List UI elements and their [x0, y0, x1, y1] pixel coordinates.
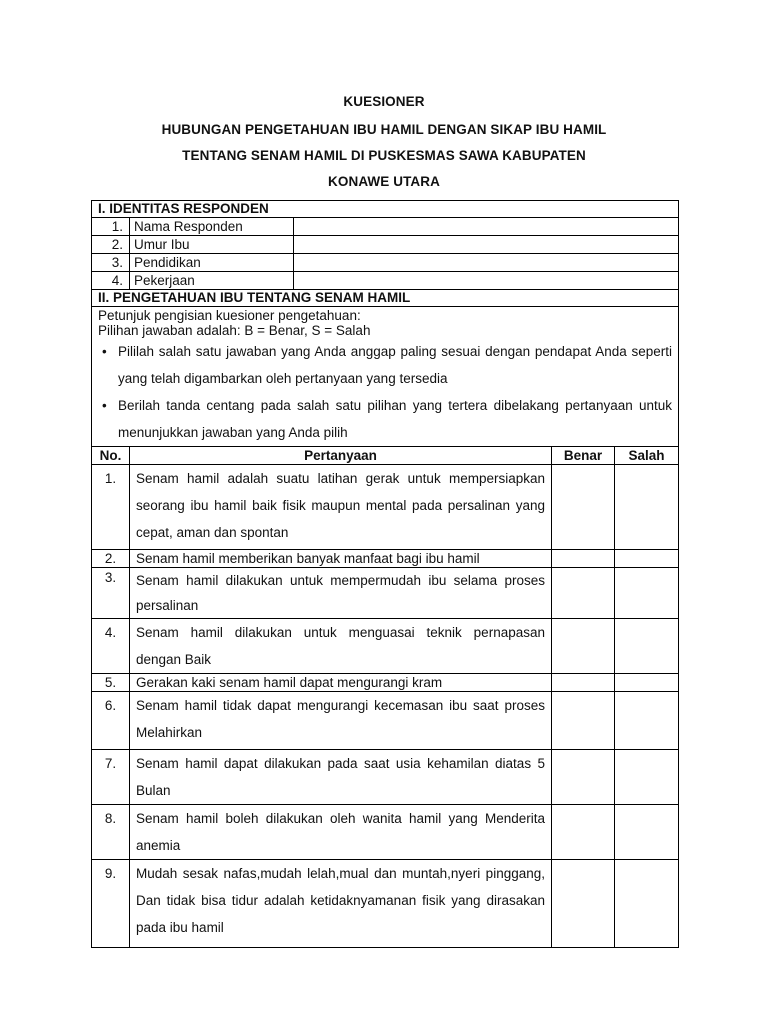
table-header-row	[92, 447, 679, 465]
question-text: Senam hamil dilakukan untuk menguasai teknik pernapasan dengan Baik	[130, 619, 552, 674]
answer-salah-cell[interactable]	[615, 619, 679, 674]
question-number: 2.	[92, 550, 130, 568]
question-number: 1.	[92, 465, 130, 550]
section1-heading-row	[92, 201, 679, 218]
doc-subtitle-line3: KONAWE UTARA	[328, 174, 440, 189]
answer-salah-cell[interactable]	[615, 805, 679, 860]
question-row	[92, 805, 679, 860]
identity-label: Nama Responden	[130, 218, 294, 236]
question-number: 8.	[92, 805, 130, 860]
answer-benar-cell[interactable]	[552, 550, 615, 568]
identity-row	[92, 236, 679, 254]
answer-salah-cell[interactable]	[615, 550, 679, 568]
answer-salah-cell[interactable]	[615, 568, 679, 619]
question-text: Mudah sesak nafas,mudah lelah,mual dan muntah,nyeri pinggang, Dan tidak bisa tidur adalah ketidaknyamanan fisik yang dirasakan pada ibu hamil	[130, 860, 552, 948]
identity-number: 1.	[92, 218, 130, 236]
identity-row	[92, 218, 679, 236]
doc-subtitle-line2: TENTANG SENAM HAMIL DI PUSKESMAS SAWA KABUPATEN	[182, 148, 586, 163]
identity-answer-field[interactable]	[294, 218, 679, 236]
header-no: No.	[92, 447, 130, 465]
answer-benar-cell[interactable]	[552, 860, 615, 948]
question-number: 3.	[92, 568, 130, 619]
section1-heading: I. IDENTITAS RESPONDEN	[92, 201, 679, 218]
question-number: 9.	[92, 860, 130, 948]
question-text: Senam hamil boleh dilakukan oleh wanita hamil yang Menderita anemia	[130, 805, 552, 860]
section2-heading-row	[92, 290, 679, 307]
header-question: Pertanyaan	[130, 447, 552, 465]
questionnaire-table	[91, 200, 679, 948]
question-number: 7.	[92, 750, 130, 805]
header-salah: Salah	[615, 447, 679, 465]
question-row	[92, 692, 679, 750]
identity-answer-field[interactable]	[294, 254, 679, 272]
identity-label: Umur Ibu	[130, 236, 294, 254]
identity-label: Pendidikan	[130, 254, 294, 272]
identity-row	[92, 272, 679, 290]
answer-salah-cell[interactable]	[615, 860, 679, 948]
answer-salah-cell[interactable]	[615, 750, 679, 805]
identity-label: Pekerjaan	[130, 272, 294, 290]
question-number: 5.	[92, 674, 130, 692]
section2-heading: II. PENGETAHUAN IBU TENTANG SENAM HAMIL	[92, 290, 679, 307]
question-text: Senam hamil dilakukan untuk mempermudah ibu selama proses persalinan	[130, 568, 552, 619]
answer-benar-cell[interactable]	[552, 619, 615, 674]
question-row	[92, 550, 679, 568]
doc-subtitle-line1: HUBUNGAN PENGETAHUAN IBU HAMIL DENGAN SIKAP IBU HAMIL	[161, 122, 607, 137]
question-row	[92, 619, 679, 674]
instruction-bullet: • Berilah tanda centang pada salah satu pilihan yang tertera dibelakang pertanyaan untuk menunjukkan jawaban yang Anda pilih	[98, 392, 672, 446]
answer-benar-cell[interactable]	[552, 568, 615, 619]
answer-benar-cell[interactable]	[552, 674, 615, 692]
question-text: Senam hamil tidak dapat mengurangi kecemasan ibu saat proses Melahirkan	[130, 692, 552, 750]
instructions-row	[92, 307, 679, 447]
question-text: Senam hamil adalah suatu latihan gerak untuk mempersiapkan seorang ibu hamil baik fisik maupun mental pada persalinan yang cepat, aman dan spontan	[130, 465, 552, 550]
instruction-bullet: • Pililah salah satu jawaban yang Anda anggap paling sesuai dengan pendapat Anda seperti yang telah digambarkan oleh pertanyaan yang tersedia	[98, 338, 672, 392]
question-row	[92, 568, 679, 619]
identity-number: 4.	[92, 272, 130, 290]
question-row	[92, 750, 679, 805]
instructions-block	[92, 307, 679, 447]
answer-benar-cell[interactable]	[552, 465, 615, 550]
question-number: 6.	[92, 692, 130, 750]
answer-salah-cell[interactable]	[615, 465, 679, 550]
answer-benar-cell[interactable]	[552, 805, 615, 860]
answer-salah-cell[interactable]	[615, 674, 679, 692]
question-row	[92, 465, 679, 550]
answer-salah-cell[interactable]	[615, 692, 679, 750]
question-text: Gerakan kaki senam hamil dapat mengurangi kram	[130, 674, 552, 692]
question-text: Senam hamil dapat dilakukan pada saat usia kehamilan diatas 5 Bulan	[130, 750, 552, 805]
doc-title: KUESIONER	[343, 94, 425, 109]
instruction-line: Petunjuk pengisian kuesioner pengetahuan:	[98, 308, 361, 323]
header-benar: Benar	[552, 447, 615, 465]
identity-answer-field[interactable]	[294, 236, 679, 254]
instruction-line: Pilihan jawaban adalah: B = Benar, S = Salah	[98, 323, 371, 338]
identity-number: 3.	[92, 254, 130, 272]
identity-row	[92, 254, 679, 272]
identity-number: 2.	[92, 236, 130, 254]
answer-benar-cell[interactable]	[552, 750, 615, 805]
identity-answer-field[interactable]	[294, 272, 679, 290]
answer-benar-cell[interactable]	[552, 692, 615, 750]
question-number: 4.	[92, 619, 130, 674]
question-text: Senam hamil memberikan banyak manfaat bagi ibu hamil	[130, 550, 552, 568]
question-row	[92, 674, 679, 692]
question-row	[92, 860, 679, 948]
